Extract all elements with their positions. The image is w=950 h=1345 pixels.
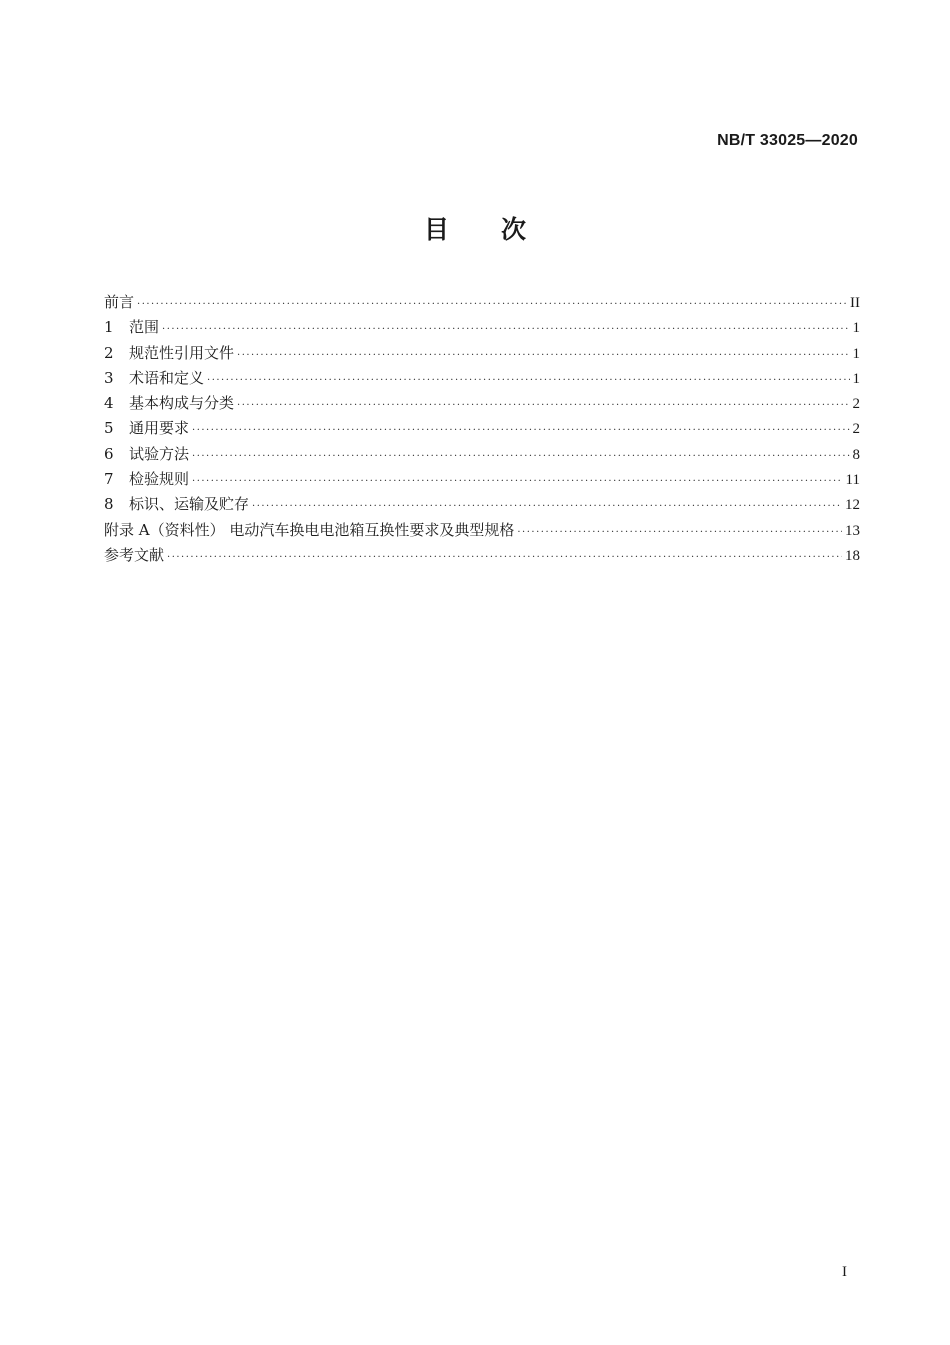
toc-entry-composition[interactable] bbox=[104, 391, 860, 416]
toc-entry-page: 1 bbox=[852, 320, 860, 337]
toc-entry-label: 7 检验规则 bbox=[104, 467, 189, 492]
toc-entry-label: 6 试验方法 bbox=[104, 442, 189, 467]
toc-entry-number: 3 bbox=[104, 368, 114, 387]
toc-entry-appendix-a[interactable] bbox=[104, 518, 860, 543]
dot-leader bbox=[167, 545, 842, 570]
toc-entry-label: 4 基本构成与分类 bbox=[104, 391, 234, 416]
toc-entry-label: 参考文献 bbox=[104, 545, 165, 564]
toc-entry-general-requirements[interactable] bbox=[104, 416, 860, 441]
page-title: 目次 bbox=[423, 215, 578, 244]
toc-entry-page: 11 bbox=[845, 472, 860, 489]
dot-leader bbox=[192, 444, 849, 469]
toc-entry-label: 3 术语和定义 bbox=[104, 366, 204, 391]
table-of-contents bbox=[104, 290, 860, 568]
toc-entry-number: 4 bbox=[104, 394, 114, 413]
dot-leader bbox=[137, 292, 847, 317]
toc-entry-bibliography[interactable] bbox=[104, 543, 860, 568]
toc-entry-page: 18 bbox=[845, 547, 860, 564]
toc-entry-number: 5 bbox=[104, 419, 114, 438]
toc-entry-number: 2 bbox=[104, 343, 114, 362]
page-number: I bbox=[842, 1264, 847, 1280]
toc-entry-label: 附录 A（资料性） 电动汽车换电电池箱互换性要求及典型规格 bbox=[104, 520, 515, 539]
toc-entry-page: 12 bbox=[845, 497, 860, 514]
toc-entry-page: 13 bbox=[845, 522, 860, 539]
dot-leader bbox=[252, 494, 842, 519]
standard-code: NB/T 33025—2020 bbox=[717, 132, 858, 149]
toc-entry-label: 前言 bbox=[104, 293, 135, 311]
dot-leader bbox=[517, 520, 842, 545]
dot-leader bbox=[192, 418, 849, 443]
toc-entry-label: 1 范围 bbox=[104, 315, 159, 340]
toc-entry-scope[interactable] bbox=[104, 315, 860, 340]
toc-entry-page: 1 bbox=[852, 345, 860, 362]
toc-entry-label: 5 通用要求 bbox=[104, 416, 189, 441]
toc-entry-foreword[interactable] bbox=[104, 290, 860, 315]
toc-entry-normative-references[interactable] bbox=[104, 341, 860, 366]
toc-entry-number: 7 bbox=[104, 470, 114, 489]
dot-leader bbox=[237, 393, 849, 418]
toc-entry-label: 8 标识、运输及贮存 bbox=[104, 492, 249, 517]
toc-entry-number: 6 bbox=[104, 444, 114, 463]
toc-entry-page: 2 bbox=[852, 421, 860, 438]
dot-leader bbox=[162, 317, 849, 342]
toc-entry-number: 1 bbox=[104, 318, 114, 337]
toc-entry-page: II bbox=[850, 295, 860, 311]
toc-entry-test-methods[interactable] bbox=[104, 442, 860, 467]
toc-entry-label: 2 规范性引用文件 bbox=[104, 341, 234, 366]
dot-leader bbox=[192, 469, 843, 494]
toc-entry-page: 1 bbox=[852, 370, 860, 387]
toc-entry-inspection-rules[interactable] bbox=[104, 467, 860, 492]
toc-entry-number: 8 bbox=[104, 495, 114, 514]
toc-entry-page: 8 bbox=[852, 446, 860, 463]
toc-entry-marking-transport-storage[interactable] bbox=[104, 492, 860, 517]
toc-entry-page: 2 bbox=[852, 396, 860, 413]
dot-leader bbox=[207, 368, 849, 393]
dot-leader bbox=[237, 343, 849, 368]
toc-entry-terms[interactable] bbox=[104, 366, 860, 391]
